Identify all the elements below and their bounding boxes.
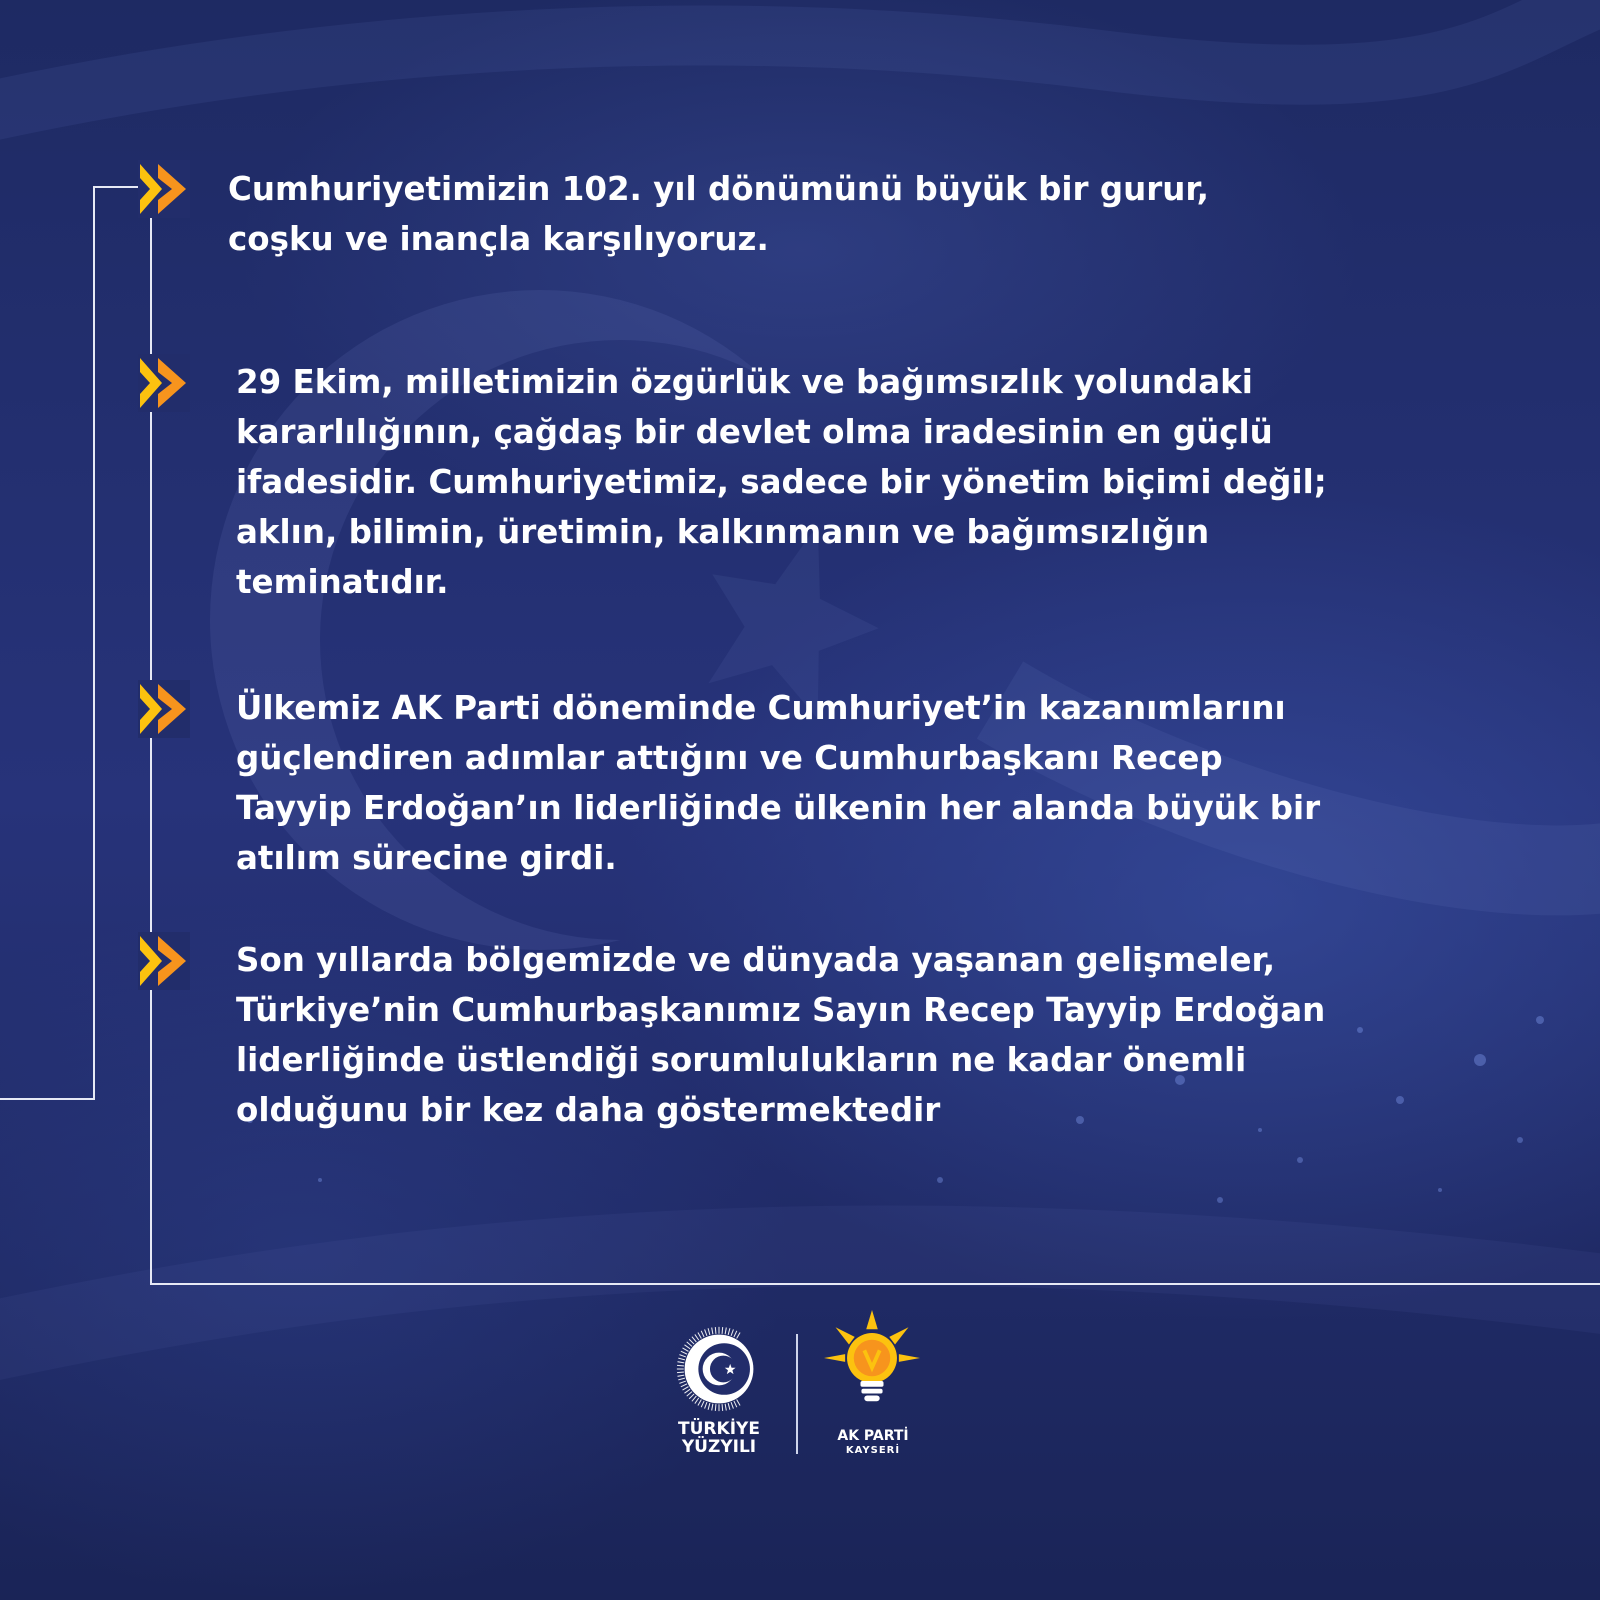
paragraph-line: liderliğinde üstlendiği sorumlulukların ne kadar önemli	[236, 1041, 1247, 1079]
paragraph-3	[236, 683, 1320, 883]
turkiye-yuzyili-line1: TÜRKİYE	[678, 1419, 760, 1439]
frame-line-left-exit	[0, 1098, 95, 1100]
ak-parti-name: AK PARTİ	[837, 1428, 909, 1444]
paragraph-line: güçlendiren adımlar attığını ve Cumhurbaşkanı Recep	[236, 739, 1223, 777]
frame-line-left	[93, 186, 95, 1100]
ak-parti-city: KAYSERİ	[845, 1445, 901, 1456]
paragraph-line: 29 Ekim, milletimizin özgürlük ve bağımsızlık yolundaki	[236, 363, 1253, 401]
paragraph-2	[236, 357, 1327, 607]
paragraph-line: kararlılığının, çağdaş bir devlet olma iradesinin en güçlü	[236, 413, 1273, 451]
paragraph-line: Ülkemiz AK Parti döneminde Cumhuriyet’in kazanımlarını	[236, 689, 1286, 727]
double-chevron-right-icon	[138, 680, 190, 738]
paragraph-line: Cumhuriyetimizin 102. yıl dönümünü büyük bir gurur,	[228, 170, 1210, 208]
double-chevron-right-icon	[138, 354, 190, 412]
paragraph-line: Türkiye’nin Cumhurbaşkanımız Sayın Recep Tayyip Erdoğan	[236, 991, 1326, 1029]
double-chevron-right-icon	[138, 932, 190, 990]
lightbulb-logo-icon	[824, 1310, 920, 1406]
paragraph-line: atılım sürecine girdi.	[236, 839, 617, 877]
logo-divider	[796, 1334, 798, 1454]
logo-footer	[660, 1318, 950, 1468]
paragraph-line: aklın, bilimin, üretimin, kalkınmanın ve bağımsızlığın	[236, 513, 1210, 551]
paragraph-line: coşku ve inançla karşılıyoruz.	[228, 220, 769, 258]
paragraph-1	[228, 164, 1209, 264]
paragraph-line: teminatıdır.	[236, 563, 449, 601]
frame-line-bottom	[150, 1283, 1600, 1285]
paragraph-line: Son yıllarda bölgemizde ve dünyada yaşanan gelişmeler,	[236, 941, 1276, 979]
double-chevron-right-icon	[138, 160, 190, 218]
paragraph-4	[236, 935, 1325, 1135]
paragraph-line: ifadesidir. Cumhuriyetimiz, sadece bir yönetim biçimi değil;	[236, 463, 1327, 501]
paragraph-line: Tayyip Erdoğan’ın liderliğinde ülkenin her alanda büyük bir	[236, 789, 1321, 827]
frame-line-top-connector	[93, 186, 138, 188]
turkiye-yuzyili-line2: YÜZYILI	[681, 1437, 757, 1457]
crescent-star-sunburst-logo-icon	[676, 1326, 762, 1412]
paragraph-line: olduğunu bir kez daha göstermektedir	[236, 1091, 941, 1129]
